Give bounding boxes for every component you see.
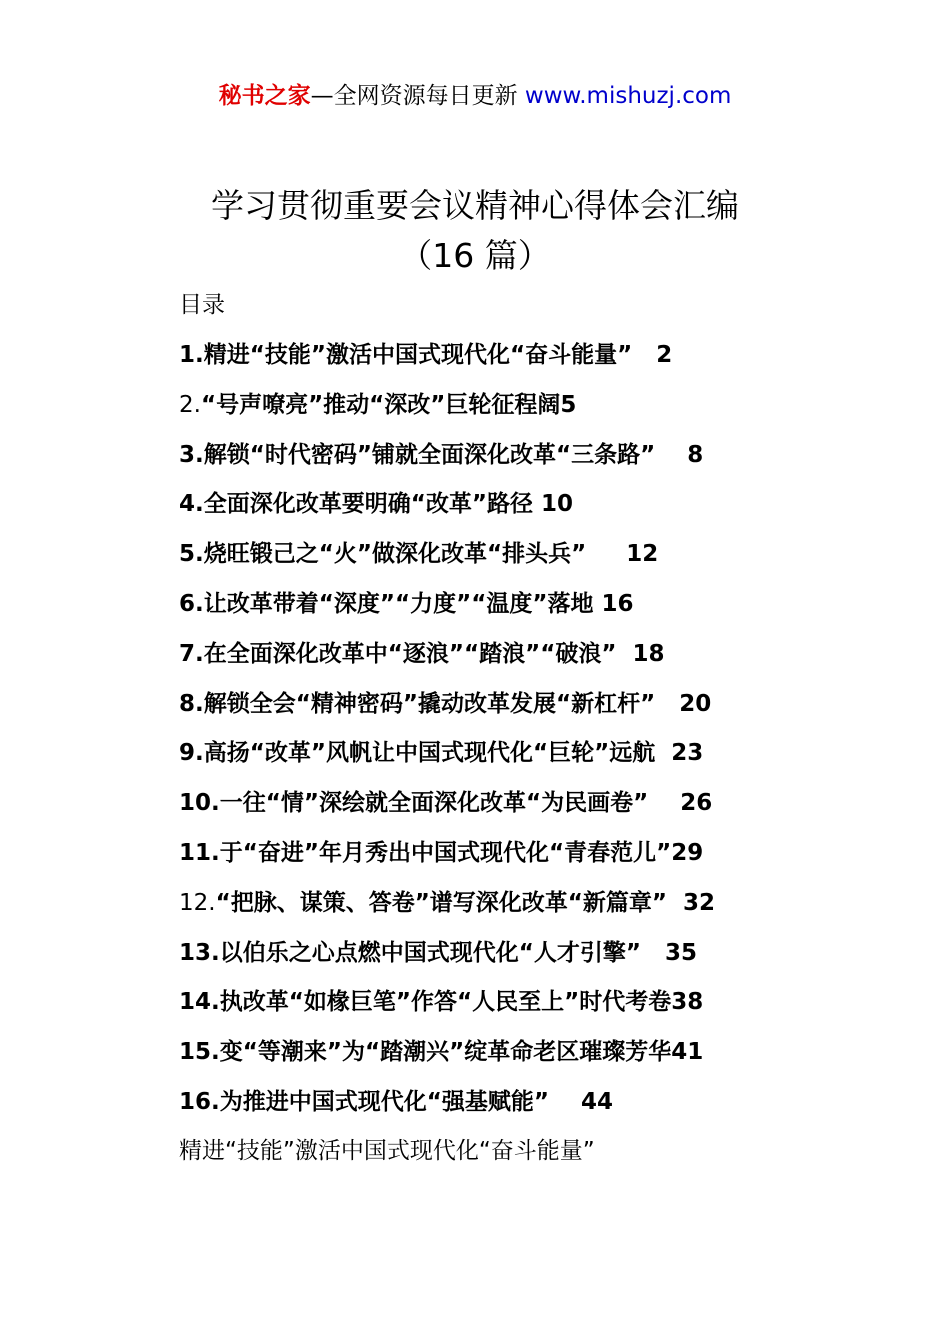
toc-item-number: 11. [179, 839, 220, 866]
toc-item[interactable] [179, 534, 819, 584]
toc-item-number: 7. [179, 640, 204, 667]
toc-label: 目录 [179, 292, 225, 318]
toc-item[interactable] [179, 783, 819, 833]
toc-item-text: 为推进中国式现代化“强基赋能” 44 [219, 1088, 614, 1115]
toc-item-number: 8. [179, 690, 204, 717]
table-of-contents [179, 335, 819, 1132]
toc-item-text: 精进“技能”激活中国式现代化“奋斗能量” 2 [203, 342, 673, 368]
toc-item-number: 16. [179, 1088, 220, 1115]
toc-item[interactable] [179, 634, 819, 684]
toc-item-text: 变“等潮来”为“踏潮兴”绽革命老区璀璨芳华41 [219, 1039, 704, 1066]
header-tagline: —全网资源每日更新 [310, 83, 518, 109]
toc-item-number: 6. [179, 590, 204, 617]
toc-item-text: 让改革带着“深度”“力度”“温度”落地 16 [203, 590, 634, 617]
toc-item[interactable] [179, 883, 819, 933]
toc-item-text: 全面深化改革要明确“改革”路径 10 [203, 491, 573, 518]
toc-item-text: 于“奋进”年月秀出中国式现代化“青春范儿”29 [219, 839, 704, 866]
toc-item-number: 10. [179, 790, 220, 817]
toc-item[interactable] [179, 1032, 819, 1082]
toc-item-number: 3. [179, 441, 204, 468]
site-header [0, 80, 950, 112]
toc-item[interactable] [179, 982, 819, 1032]
toc-item[interactable] [179, 833, 819, 883]
toc-item-text: 烧旺锻己之“火”做深化改革“排头兵” 12 [203, 541, 659, 568]
document-title: 学习贯彻重要会议精神心得体会汇编 [211, 186, 739, 225]
toc-item-number: 15. [179, 1039, 220, 1066]
toc-item-number: 1. [179, 342, 204, 368]
toc-item[interactable] [179, 1082, 819, 1132]
toc-item-number: 13. [179, 939, 220, 966]
first-article-heading: 精进“技能”激活中国式现代化“奋斗能量” [179, 1138, 595, 1164]
document-subtitle-count: （16 篇） [399, 236, 551, 275]
toc-item-text: 解锁全会“精神密码”撬动改革发展“新杠杆” 20 [203, 690, 712, 717]
toc-item-text: 在全面深化改革中“逐浪”“踏浪”“破浪” 18 [203, 640, 665, 667]
toc-item-number: 5. [179, 541, 204, 568]
toc-item-text: 高扬“改革”风帆让中国式现代化“巨轮”远航 23 [203, 740, 704, 767]
brand-name: 秘书之家 [218, 83, 311, 109]
toc-item-text: 一往“情”深绘就全面深化改革“为民画卷” 26 [219, 790, 713, 817]
toc-item[interactable] [179, 385, 819, 435]
toc-item-text: 执改革“如椽巨笔”作答“人民至上”时代考卷38 [219, 989, 704, 1016]
toc-item[interactable] [179, 435, 819, 485]
toc-item-number: 4. [179, 491, 204, 518]
toc-item[interactable] [179, 335, 819, 385]
toc-item-text: “号声嘹亮”推动“深改”巨轮征程阔5 [200, 391, 577, 418]
site-url-link[interactable]: www.mishuzj.com [524, 83, 732, 109]
toc-item-number: 12. [179, 889, 216, 916]
toc-item-text: “把脉、谋策、答卷”谱写深化改革“新篇章” 32 [215, 889, 716, 916]
toc-item[interactable] [179, 933, 819, 983]
toc-item-number: 2. [179, 391, 201, 418]
toc-item[interactable] [179, 484, 819, 534]
toc-item-text: 以伯乐之心点燃中国式现代化“人才引擎” 35 [219, 939, 698, 966]
toc-item[interactable] [179, 684, 819, 734]
toc-item-number: 14. [179, 989, 220, 1016]
toc-item-text: 解锁“时代密码”铺就全面深化改革“三条路” 8 [203, 441, 704, 468]
toc-item-number: 9. [179, 740, 204, 767]
toc-item[interactable] [179, 733, 819, 783]
toc-item[interactable] [179, 584, 819, 634]
